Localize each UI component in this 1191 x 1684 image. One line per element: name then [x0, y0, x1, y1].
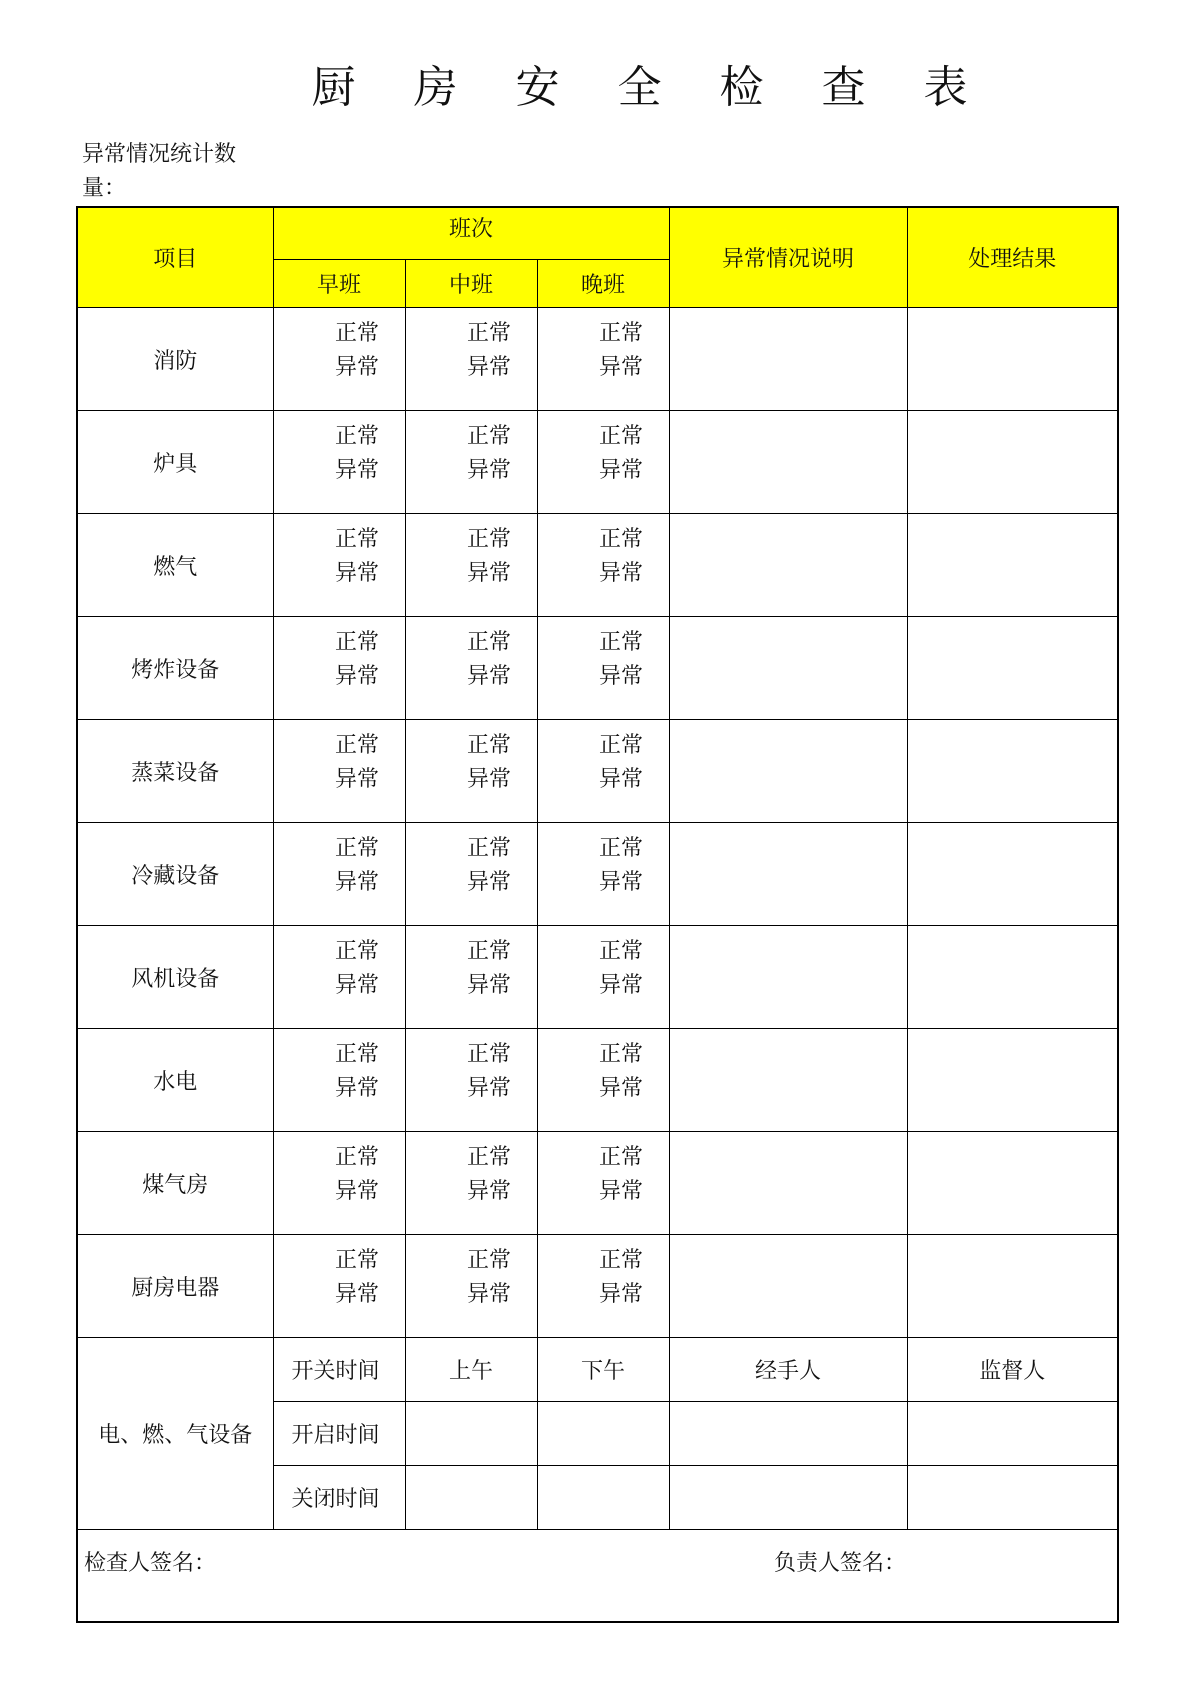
status-normal[interactable]: 正常 — [599, 1248, 644, 1273]
status-options — [335, 523, 379, 591]
status-options — [599, 832, 643, 900]
header-result: 处理结果 — [907, 207, 1118, 308]
status-abnormal[interactable]: 异常 — [466, 870, 511, 895]
status-middle[interactable] — [405, 926, 537, 1029]
status-normal[interactable]: 正常 — [334, 1145, 379, 1170]
status-options — [599, 626, 643, 694]
open-time-handler-cell[interactable] — [669, 1402, 907, 1466]
status-normal[interactable]: 正常 — [466, 733, 511, 758]
status-options — [599, 729, 643, 797]
status-abnormal[interactable]: 异常 — [334, 664, 379, 689]
open-time-supervisor-cell[interactable] — [907, 1402, 1118, 1466]
status-normal[interactable]: 正常 — [466, 424, 511, 449]
status-abnormal[interactable]: 异常 — [466, 1076, 511, 1101]
table-row — [77, 1132, 1118, 1235]
status-middle[interactable] — [405, 514, 537, 617]
status-options — [467, 317, 511, 385]
header-shift: 班次 — [273, 207, 669, 260]
status-abnormal[interactable]: 异常 — [599, 767, 644, 792]
status-middle[interactable] — [405, 720, 537, 823]
result-cell[interactable] — [907, 823, 1118, 926]
status-normal[interactable]: 正常 — [334, 939, 379, 964]
switch-time-label: 开关时间 — [273, 1338, 405, 1402]
item-name: 水电 — [77, 1029, 273, 1132]
header-morning: 早班 — [273, 260, 405, 308]
status-morning[interactable] — [273, 411, 405, 514]
status-options — [335, 1141, 379, 1209]
status-abnormal[interactable]: 异常 — [466, 458, 511, 483]
status-options — [335, 420, 379, 488]
status-abnormal[interactable]: 异常 — [466, 1179, 511, 1204]
signature-cell[interactable] — [77, 1530, 1118, 1623]
status-normal[interactable]: 正常 — [466, 836, 511, 861]
status-abnormal[interactable]: 异常 — [334, 1282, 379, 1307]
status-middle[interactable] — [405, 1029, 537, 1132]
status-normal[interactable]: 正常 — [599, 939, 644, 964]
status-normal[interactable]: 正常 — [599, 1042, 644, 1067]
status-options — [467, 729, 511, 797]
close-time-handler-cell[interactable] — [669, 1466, 907, 1530]
status-abnormal[interactable]: 异常 — [334, 458, 379, 483]
am-label: 上午 — [405, 1338, 537, 1402]
status-abnormal[interactable]: 异常 — [599, 458, 644, 483]
abnormal-count-label: 异常情况统计数量： — [82, 142, 237, 201]
status-morning[interactable] — [273, 1029, 405, 1132]
status-evening[interactable] — [537, 514, 669, 617]
status-options — [335, 626, 379, 694]
equipment-row — [77, 1338, 1118, 1402]
abnormal-desc-cell[interactable] — [669, 926, 907, 1029]
status-morning[interactable] — [273, 926, 405, 1029]
status-normal[interactable]: 正常 — [334, 321, 379, 346]
equipment-label: 电、燃、气设备 — [77, 1338, 273, 1530]
status-options — [599, 523, 643, 591]
header-evening: 晚班 — [537, 260, 669, 308]
abnormal-desc-cell[interactable] — [669, 1235, 907, 1338]
status-normal[interactable]: 正常 — [334, 424, 379, 449]
status-normal[interactable]: 正常 — [466, 630, 511, 655]
status-options — [599, 420, 643, 488]
close-time-pm-cell[interactable] — [537, 1466, 669, 1530]
page-title: 厨 房 安 全 检 查 表 — [311, 62, 990, 113]
status-evening[interactable] — [537, 926, 669, 1029]
status-normal[interactable]: 正常 — [466, 527, 511, 552]
status-options — [467, 1038, 511, 1106]
status-evening[interactable] — [537, 411, 669, 514]
status-middle[interactable] — [405, 1235, 537, 1338]
status-morning[interactable] — [273, 823, 405, 926]
status-options — [467, 832, 511, 900]
table-row — [77, 411, 1118, 514]
status-options — [599, 317, 643, 385]
status-abnormal[interactable]: 异常 — [599, 1282, 644, 1307]
status-middle[interactable] — [405, 823, 537, 926]
table-row — [77, 1029, 1118, 1132]
abnormal-desc-cell[interactable] — [669, 720, 907, 823]
status-options — [467, 420, 511, 488]
status-morning[interactable] — [273, 1235, 405, 1338]
item-name: 炉具 — [77, 411, 273, 514]
manager-signature-label: 负责人签名： — [774, 1551, 907, 1576]
status-abnormal[interactable]: 异常 — [334, 355, 379, 380]
status-abnormal[interactable]: 异常 — [466, 973, 511, 998]
status-abnormal[interactable]: 异常 — [466, 1282, 511, 1307]
status-abnormal[interactable]: 异常 — [466, 664, 511, 689]
status-abnormal[interactable]: 异常 — [599, 664, 644, 689]
status-abnormal[interactable]: 异常 — [466, 767, 511, 792]
result-cell[interactable] — [907, 1029, 1118, 1132]
result-cell[interactable] — [907, 617, 1118, 720]
status-options — [335, 1038, 379, 1106]
result-cell[interactable] — [907, 308, 1118, 411]
status-abnormal[interactable]: 异常 — [599, 1076, 644, 1101]
status-middle[interactable] — [405, 617, 537, 720]
status-middle[interactable] — [405, 308, 537, 411]
status-options — [467, 626, 511, 694]
status-options — [467, 1244, 511, 1312]
pm-label: 下午 — [537, 1338, 669, 1402]
abnormal-desc-cell[interactable] — [669, 308, 907, 411]
status-morning[interactable] — [273, 1132, 405, 1235]
header-item: 项目 — [77, 207, 273, 308]
status-evening[interactable] — [537, 1132, 669, 1235]
status-normal[interactable]: 正常 — [334, 1248, 379, 1273]
status-morning[interactable] — [273, 617, 405, 720]
status-options — [467, 1141, 511, 1209]
item-name: 燃气 — [77, 514, 273, 617]
result-cell[interactable] — [907, 926, 1118, 1029]
inspector-signature-label: 检查人签名： — [84, 1551, 217, 1576]
status-abnormal[interactable]: 异常 — [466, 561, 511, 586]
status-options — [467, 935, 511, 1003]
status-normal[interactable]: 正常 — [334, 630, 379, 655]
status-options — [599, 935, 643, 1003]
result-cell[interactable] — [907, 514, 1118, 617]
abnormal-desc-cell[interactable] — [669, 1029, 907, 1132]
status-abnormal[interactable]: 异常 — [599, 870, 644, 895]
table-row — [77, 1235, 1118, 1338]
result-cell[interactable] — [907, 720, 1118, 823]
status-options — [335, 317, 379, 385]
status-normal[interactable]: 正常 — [334, 527, 379, 552]
status-abnormal[interactable]: 异常 — [466, 355, 511, 380]
status-normal[interactable]: 正常 — [466, 939, 511, 964]
status-normal[interactable]: 正常 — [599, 630, 644, 655]
abnormal-desc-cell[interactable] — [669, 823, 907, 926]
status-normal[interactable]: 正常 — [599, 733, 644, 758]
close-time-supervisor-cell[interactable] — [907, 1466, 1118, 1530]
status-normal[interactable]: 正常 — [599, 1145, 644, 1170]
status-evening[interactable] — [537, 1235, 669, 1338]
status-evening[interactable] — [537, 823, 669, 926]
status-options — [599, 1244, 643, 1312]
status-evening[interactable] — [537, 617, 669, 720]
abnormal-desc-cell[interactable] — [669, 1132, 907, 1235]
table-row — [77, 617, 1118, 720]
status-abnormal[interactable]: 异常 — [334, 561, 379, 586]
status-abnormal[interactable]: 异常 — [334, 767, 379, 792]
item-name: 冷藏设备 — [77, 823, 273, 926]
result-cell[interactable] — [907, 1132, 1118, 1235]
item-name: 风机设备 — [77, 926, 273, 1029]
status-abnormal[interactable]: 异常 — [599, 973, 644, 998]
status-normal[interactable]: 正常 — [599, 321, 644, 346]
result-cell[interactable] — [907, 1235, 1118, 1338]
table-row — [77, 823, 1118, 926]
status-options — [335, 1244, 379, 1312]
status-middle[interactable] — [405, 1132, 537, 1235]
table-row — [77, 514, 1118, 617]
supervisor-label: 监督人 — [907, 1338, 1118, 1402]
close-time-label: 关闭时间 — [273, 1466, 405, 1530]
status-normal[interactable]: 正常 — [334, 1042, 379, 1067]
status-normal[interactable]: 正常 — [599, 527, 644, 552]
status-normal[interactable]: 正常 — [466, 1248, 511, 1273]
item-name: 烤炸设备 — [77, 617, 273, 720]
open-time-am-cell[interactable] — [405, 1402, 537, 1466]
status-options — [335, 832, 379, 900]
status-normal[interactable]: 正常 — [599, 836, 644, 861]
open-time-pm-cell[interactable] — [537, 1402, 669, 1466]
status-options — [599, 1141, 643, 1209]
status-abnormal[interactable]: 异常 — [599, 1179, 644, 1204]
status-middle[interactable] — [405, 411, 537, 514]
status-options — [335, 935, 379, 1003]
status-evening[interactable] — [537, 1029, 669, 1132]
status-evening[interactable] — [537, 308, 669, 411]
status-normal[interactable]: 正常 — [599, 424, 644, 449]
abnormal-desc-cell[interactable] — [669, 411, 907, 514]
result-cell[interactable] — [907, 411, 1118, 514]
status-normal[interactable]: 正常 — [466, 1145, 511, 1170]
abnormal-desc-cell[interactable] — [669, 617, 907, 720]
status-abnormal[interactable]: 异常 — [599, 355, 644, 380]
abnormal-desc-cell[interactable] — [669, 514, 907, 617]
inspection-table — [76, 206, 1119, 1623]
status-morning[interactable] — [273, 308, 405, 411]
item-name: 厨房电器 — [77, 1235, 273, 1338]
status-normal[interactable]: 正常 — [466, 1042, 511, 1067]
status-options — [599, 1038, 643, 1106]
status-morning[interactable] — [273, 720, 405, 823]
status-normal[interactable]: 正常 — [466, 321, 511, 346]
signature-row — [77, 1530, 1118, 1623]
header-middle: 中班 — [405, 260, 537, 308]
open-time-label: 开启时间 — [273, 1402, 405, 1466]
status-evening[interactable] — [537, 720, 669, 823]
header-row-1 — [77, 207, 1118, 260]
handler-label: 经手人 — [669, 1338, 907, 1402]
status-options — [335, 729, 379, 797]
status-abnormal[interactable]: 异常 — [334, 870, 379, 895]
header-abnormal-desc: 异常情况说明 — [669, 207, 907, 308]
status-abnormal[interactable]: 异常 — [334, 973, 379, 998]
status-abnormal[interactable]: 异常 — [334, 1179, 379, 1204]
table-row — [77, 308, 1118, 411]
table-row — [77, 720, 1118, 823]
close-time-am-cell[interactable] — [405, 1466, 537, 1530]
table-row — [77, 926, 1118, 1029]
status-options — [467, 523, 511, 591]
status-normal[interactable]: 正常 — [334, 733, 379, 758]
item-name: 煤气房 — [77, 1132, 273, 1235]
status-abnormal[interactable]: 异常 — [334, 1076, 379, 1101]
status-morning[interactable] — [273, 514, 405, 617]
status-abnormal[interactable]: 异常 — [599, 561, 644, 586]
item-name: 消防 — [77, 308, 273, 411]
item-name: 蒸菜设备 — [77, 720, 273, 823]
status-normal[interactable]: 正常 — [334, 836, 379, 861]
